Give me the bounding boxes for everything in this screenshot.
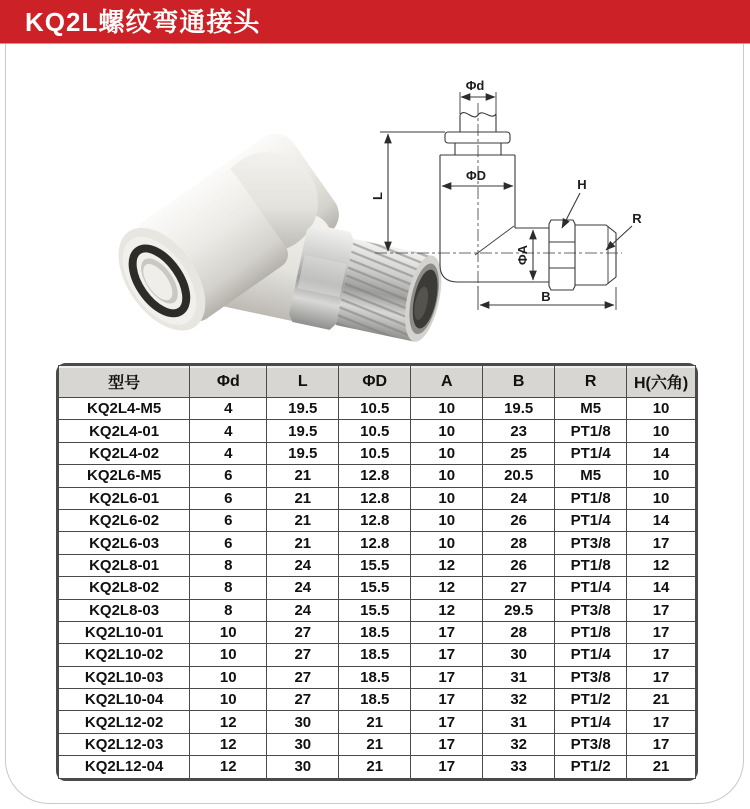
value-cell: PT1/2 — [555, 756, 627, 778]
value-cell: PT1/8 — [555, 554, 627, 576]
value-cell: 14 — [627, 442, 696, 464]
spec-table — [58, 365, 696, 779]
value-cell: 24 — [483, 487, 555, 509]
value-cell: M5 — [555, 465, 627, 487]
model-cell: KQ2L12-02 — [59, 711, 190, 733]
value-cell: 25 — [483, 442, 555, 464]
value-cell: 26 — [483, 554, 555, 576]
value-cell: 15.5 — [339, 554, 411, 576]
model-cell: KQ2L6-M5 — [59, 465, 190, 487]
table-row — [59, 689, 696, 711]
column-header: Φd — [190, 366, 267, 398]
value-cell: 12 — [190, 733, 267, 755]
value-cell: 17 — [411, 756, 483, 778]
value-cell: 21 — [339, 756, 411, 778]
value-cell: 8 — [190, 599, 267, 621]
dim-label-B: B — [541, 289, 551, 304]
value-cell: 12.8 — [339, 465, 411, 487]
value-cell: 21 — [339, 733, 411, 755]
value-cell: 23 — [483, 420, 555, 442]
value-cell: 15.5 — [339, 577, 411, 599]
table-row — [59, 621, 696, 643]
column-header: 型号 — [59, 366, 190, 398]
table-row — [59, 398, 696, 420]
spec-table-head-row — [59, 366, 696, 398]
thread-outline — [575, 225, 616, 285]
value-cell: 27 — [267, 689, 339, 711]
table-row — [59, 644, 696, 666]
value-cell: 17 — [411, 733, 483, 755]
value-cell: 10 — [627, 398, 696, 420]
value-cell: 18.5 — [339, 666, 411, 688]
value-cell: 24 — [267, 599, 339, 621]
value-cell: 27 — [267, 621, 339, 643]
value-cell: 12.8 — [339, 532, 411, 554]
value-cell: 17 — [411, 644, 483, 666]
value-cell: 21 — [627, 756, 696, 778]
value-cell: 12.8 — [339, 509, 411, 531]
value-cell: 10 — [411, 487, 483, 509]
value-cell: 10 — [627, 487, 696, 509]
product-photo — [55, 110, 385, 355]
value-cell: 18.5 — [339, 621, 411, 643]
dim-label-H: H — [577, 177, 587, 192]
spec-table-container — [56, 363, 698, 781]
value-cell: 10 — [190, 644, 267, 666]
value-cell: 21 — [267, 465, 339, 487]
value-cell: 18.5 — [339, 689, 411, 711]
value-cell: 14 — [627, 577, 696, 599]
value-cell: PT1/4 — [555, 711, 627, 733]
value-cell: 17 — [627, 644, 696, 666]
value-cell: 17 — [627, 532, 696, 554]
value-cell: PT1/4 — [555, 644, 627, 666]
value-cell: 12 — [411, 599, 483, 621]
model-cell: KQ2L4-02 — [59, 442, 190, 464]
value-cell: 17 — [411, 711, 483, 733]
value-cell: 14 — [627, 509, 696, 531]
table-row — [59, 554, 696, 576]
value-cell: 17 — [411, 666, 483, 688]
value-cell: 17 — [411, 689, 483, 711]
model-cell: KQ2L12-04 — [59, 756, 190, 778]
value-cell: 27 — [267, 666, 339, 688]
value-cell: 24 — [267, 554, 339, 576]
value-cell: 31 — [483, 666, 555, 688]
dim-label-L: L — [370, 192, 385, 200]
value-cell: 4 — [190, 398, 267, 420]
value-cell: 28 — [483, 621, 555, 643]
value-cell: 10 — [411, 532, 483, 554]
model-cell: KQ2L6-03 — [59, 532, 190, 554]
value-cell: 24 — [267, 577, 339, 599]
value-cell: 4 — [190, 442, 267, 464]
value-cell: 12.8 — [339, 487, 411, 509]
value-cell: 17 — [627, 621, 696, 643]
value-cell: 10.5 — [339, 398, 411, 420]
value-cell: 30 — [267, 711, 339, 733]
value-cell: 27 — [483, 577, 555, 599]
value-cell: 6 — [190, 487, 267, 509]
value-cell: 10 — [411, 420, 483, 442]
column-header: B — [483, 366, 555, 398]
hex-outline — [549, 220, 575, 290]
value-cell: 10 — [627, 465, 696, 487]
model-cell: KQ2L6-02 — [59, 509, 190, 531]
table-row — [59, 420, 696, 442]
value-cell: 10 — [411, 465, 483, 487]
table-row — [59, 733, 696, 755]
value-cell: 6 — [190, 532, 267, 554]
value-cell: 19.5 — [267, 398, 339, 420]
value-cell: 17 — [627, 666, 696, 688]
title-banner — [0, 0, 750, 44]
dim-label-phi-A: ΦA — [515, 244, 530, 266]
value-cell: 30 — [267, 733, 339, 755]
table-row — [59, 442, 696, 464]
value-cell: PT3/8 — [555, 733, 627, 755]
value-cell: PT1/2 — [555, 689, 627, 711]
table-row — [59, 711, 696, 733]
page-title: KQ2L螺纹弯通接头 — [25, 7, 261, 37]
value-cell: 17 — [411, 621, 483, 643]
value-cell: PT1/4 — [555, 509, 627, 531]
value-cell: 6 — [190, 509, 267, 531]
value-cell: 29.5 — [483, 599, 555, 621]
release-collar — [445, 132, 510, 143]
value-cell: 8 — [190, 577, 267, 599]
value-cell: 20.5 — [483, 465, 555, 487]
value-cell: 4 — [190, 420, 267, 442]
value-cell: 10 — [411, 509, 483, 531]
value-cell: 31 — [483, 711, 555, 733]
value-cell: 21 — [267, 509, 339, 531]
dimension-diagram — [370, 70, 675, 315]
value-cell: 21 — [339, 711, 411, 733]
model-cell: KQ2L10-02 — [59, 644, 190, 666]
model-cell: KQ2L4-M5 — [59, 398, 190, 420]
value-cell: 17 — [627, 711, 696, 733]
table-row — [59, 532, 696, 554]
column-header: ΦD — [339, 366, 411, 398]
model-cell: KQ2L12-03 — [59, 733, 190, 755]
value-cell: 19.5 — [267, 420, 339, 442]
value-cell: 19.5 — [483, 398, 555, 420]
value-cell: 10 — [627, 420, 696, 442]
dim-label-R: R — [632, 211, 642, 226]
value-cell: 10 — [190, 666, 267, 688]
value-cell: 21 — [627, 689, 696, 711]
value-cell: PT1/8 — [555, 420, 627, 442]
value-cell: 12 — [411, 577, 483, 599]
table-row — [59, 577, 696, 599]
model-cell: KQ2L6-01 — [59, 487, 190, 509]
model-cell: KQ2L8-02 — [59, 577, 190, 599]
value-cell: 27 — [267, 644, 339, 666]
dim-label-phi-d: Φd — [465, 78, 485, 93]
model-cell: KQ2L10-01 — [59, 621, 190, 643]
value-cell: PT1/4 — [555, 577, 627, 599]
column-header: A — [411, 366, 483, 398]
table-row — [59, 666, 696, 688]
value-cell: 8 — [190, 554, 267, 576]
value-cell: 18.5 — [339, 644, 411, 666]
table-row — [59, 465, 696, 487]
value-cell: 12 — [411, 554, 483, 576]
value-cell: 33 — [483, 756, 555, 778]
value-cell: 6 — [190, 465, 267, 487]
value-cell: PT3/8 — [555, 532, 627, 554]
value-cell: 10.5 — [339, 442, 411, 464]
value-cell: 12 — [627, 554, 696, 576]
value-cell: 10 — [411, 442, 483, 464]
value-cell: 21 — [267, 487, 339, 509]
value-cell: PT1/4 — [555, 442, 627, 464]
table-row — [59, 487, 696, 509]
value-cell: 17 — [627, 733, 696, 755]
value-cell: PT3/8 — [555, 599, 627, 621]
model-cell: KQ2L8-03 — [59, 599, 190, 621]
model-cell: KQ2L10-03 — [59, 666, 190, 688]
column-header: R — [555, 366, 627, 398]
value-cell: 15.5 — [339, 599, 411, 621]
value-cell: PT1/8 — [555, 487, 627, 509]
table-row — [59, 509, 696, 531]
value-cell: 30 — [267, 756, 339, 778]
value-cell: M5 — [555, 398, 627, 420]
value-cell: 10.5 — [339, 420, 411, 442]
value-cell: 28 — [483, 532, 555, 554]
spec-table-body — [59, 398, 696, 779]
table-row — [59, 599, 696, 621]
value-cell: 21 — [267, 532, 339, 554]
dim-label-phi-D: ΦD — [465, 168, 487, 183]
model-cell: KQ2L4-01 — [59, 420, 190, 442]
value-cell: 12 — [190, 756, 267, 778]
value-cell: 26 — [483, 509, 555, 531]
value-cell: 10 — [190, 621, 267, 643]
value-cell: 12 — [190, 711, 267, 733]
value-cell: 17 — [627, 599, 696, 621]
model-cell: KQ2L10-04 — [59, 689, 190, 711]
value-cell: PT3/8 — [555, 666, 627, 688]
value-cell: 30 — [483, 644, 555, 666]
value-cell: 32 — [483, 733, 555, 755]
value-cell: 10 — [190, 689, 267, 711]
column-header: L — [267, 366, 339, 398]
value-cell: 32 — [483, 689, 555, 711]
model-cell: KQ2L8-01 — [59, 554, 190, 576]
value-cell: 10 — [411, 398, 483, 420]
table-row — [59, 756, 696, 778]
column-header: H(六角) — [627, 366, 696, 398]
value-cell: 19.5 — [267, 442, 339, 464]
value-cell: PT1/8 — [555, 621, 627, 643]
